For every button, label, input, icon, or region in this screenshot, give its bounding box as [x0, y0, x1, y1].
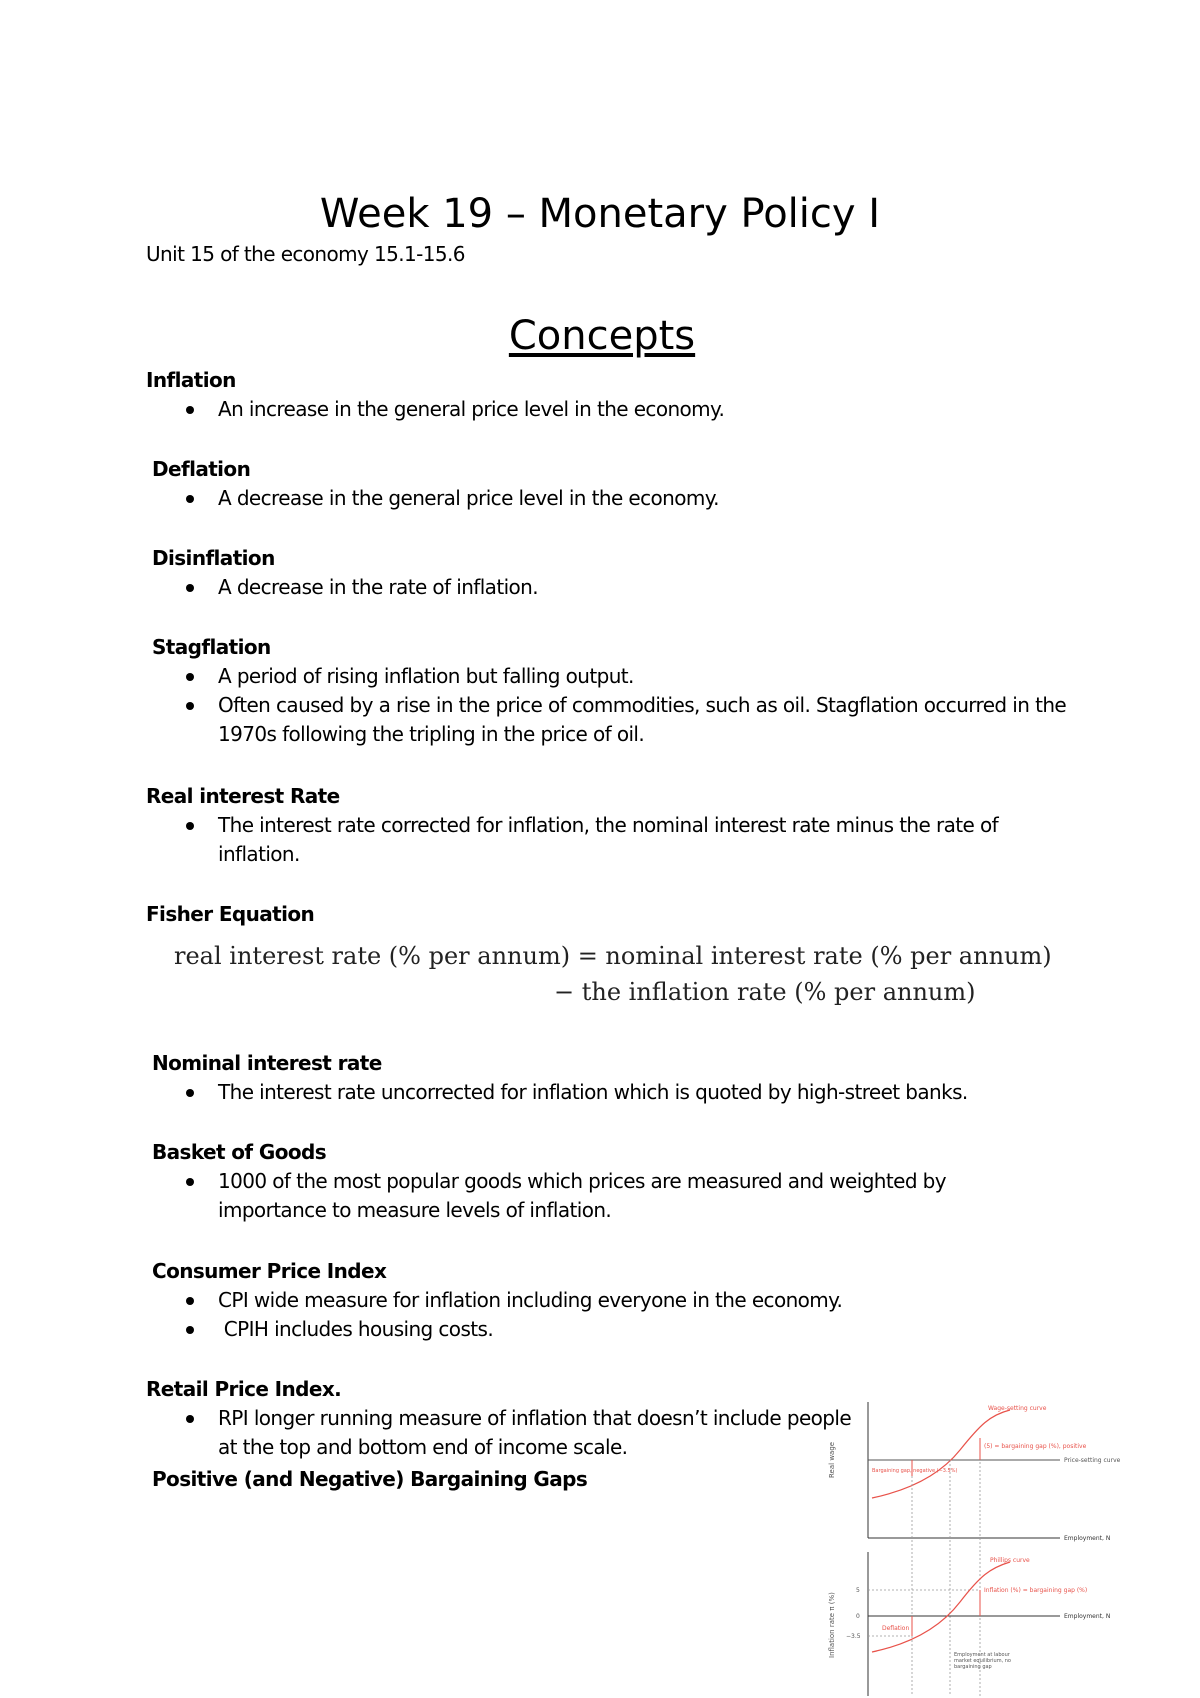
- concept-point: 1000 of the most popular goods which prices are measured and weighted by importance to measure levels of inflation.: [146, 1167, 1018, 1225]
- wage-setting-curve: [872, 1410, 1010, 1498]
- concept-term: Consumer Price Index: [152, 1259, 387, 1283]
- concept-bargaining-gaps: [152, 1465, 587, 1494]
- fisher-equation-line-1: real interest rate (% per annum) = nominal interest rate (% per annum): [174, 942, 1052, 970]
- page-title: Week 19 – Monetary Policy I: [319, 191, 881, 237]
- deflation-label: Deflation: [882, 1625, 910, 1632]
- concept-inflation: [146, 366, 1078, 424]
- concept-term: Nominal interest rate: [152, 1051, 382, 1075]
- concept-term: Real interest Rate: [146, 784, 340, 808]
- concept-deflation: [152, 455, 1084, 513]
- concept-fisher-equation: [146, 900, 314, 929]
- concept-point: A decrease in the general price level in the economy.: [146, 484, 1078, 513]
- page-subtitle: Unit 15 of the economy 15.1-15.6: [146, 242, 465, 266]
- section-heading-text: Concepts: [508, 313, 696, 359]
- concept-point: The interest rate uncorrected for inflation which is quoted by high-street banks.: [146, 1078, 1078, 1107]
- price-setting-label: Price-setting curve: [1064, 1457, 1121, 1464]
- concept-term: Stagflation: [152, 635, 271, 659]
- section-heading-concepts: [0, 312, 1200, 360]
- inflation-eq-label: Inflation (%) = bargaining gap (%): [984, 1587, 1088, 1594]
- phillips-curve: [872, 1562, 1010, 1652]
- phillips-label: Phillips curve: [990, 1557, 1030, 1564]
- wage-setting-label: Wage-setting curve: [988, 1405, 1047, 1412]
- bottom-ylabel: Inflation rate π (%): [828, 1592, 836, 1658]
- concept-term: Inflation: [146, 368, 236, 392]
- tick-5: 5: [856, 1587, 860, 1594]
- concept-disinflation: [152, 544, 1084, 602]
- fisher-equation: [174, 938, 1052, 1010]
- concept-nominal-interest-rate: [152, 1049, 1084, 1107]
- tick-minus-3-5: −3.5: [846, 1633, 861, 1640]
- concept-basket-of-goods: [152, 1138, 1024, 1225]
- concept-consumer-price-index: [152, 1257, 1084, 1344]
- concept-point: RPI longer running measure of inflation that doesn’t include people at the top and bottom end of income scale.: [146, 1404, 858, 1462]
- concept-point: CPIH includes housing costs.: [146, 1315, 1078, 1344]
- concept-term: Positive (and Negative) Bargaining Gaps: [152, 1467, 588, 1491]
- concept-term: Basket of Goods: [152, 1140, 327, 1164]
- concept-point: A decrease in the rate of inflation.: [146, 573, 1078, 602]
- gap-positive-label: (5) = bargaining gap (%), positive: [984, 1443, 1087, 1450]
- top-ylabel: Real wage: [828, 1441, 836, 1478]
- concept-point: Often caused by a rise in the price of commodities, such as oil. Stagflation occurred in the 1970s following the tripling in the price of oil.: [146, 691, 1078, 749]
- concept-term: Deflation: [152, 457, 251, 481]
- concept-point: CPI wide measure for inflation including everyone in the economy.: [146, 1286, 1078, 1315]
- concept-term: Disinflation: [152, 546, 275, 570]
- concept-term: Fisher Equation: [146, 902, 315, 926]
- concept-retail-price-index: [146, 1375, 858, 1462]
- concept-point: A period of rising inflation but falling output.: [146, 662, 1078, 691]
- equilibrium-note: Employment at labour market equilibrium, no bargaining gap: [954, 1652, 1011, 1670]
- fisher-equation-line-2: − the inflation rate (% per annum): [554, 978, 976, 1006]
- tick-0: 0: [856, 1613, 860, 1620]
- employment-label-top: Employment, N: [1064, 1535, 1111, 1542]
- concept-point: An increase in the general price level in the economy.: [146, 395, 1078, 424]
- employment-label-bottom: Employment, N: [1064, 1613, 1111, 1620]
- concept-stagflation: [152, 633, 1084, 749]
- gap-negative-label: Bargaining gap, negative (−3.5%): [872, 1468, 958, 1474]
- concept-real-interest-rate: [146, 782, 1078, 869]
- bargaining-gap-figure: [820, 1390, 1140, 1696]
- concept-term: Retail Price Index.: [146, 1377, 342, 1401]
- concept-point: The interest rate corrected for inflation, the nominal interest rate minus the rate of inflation.: [146, 811, 1078, 869]
